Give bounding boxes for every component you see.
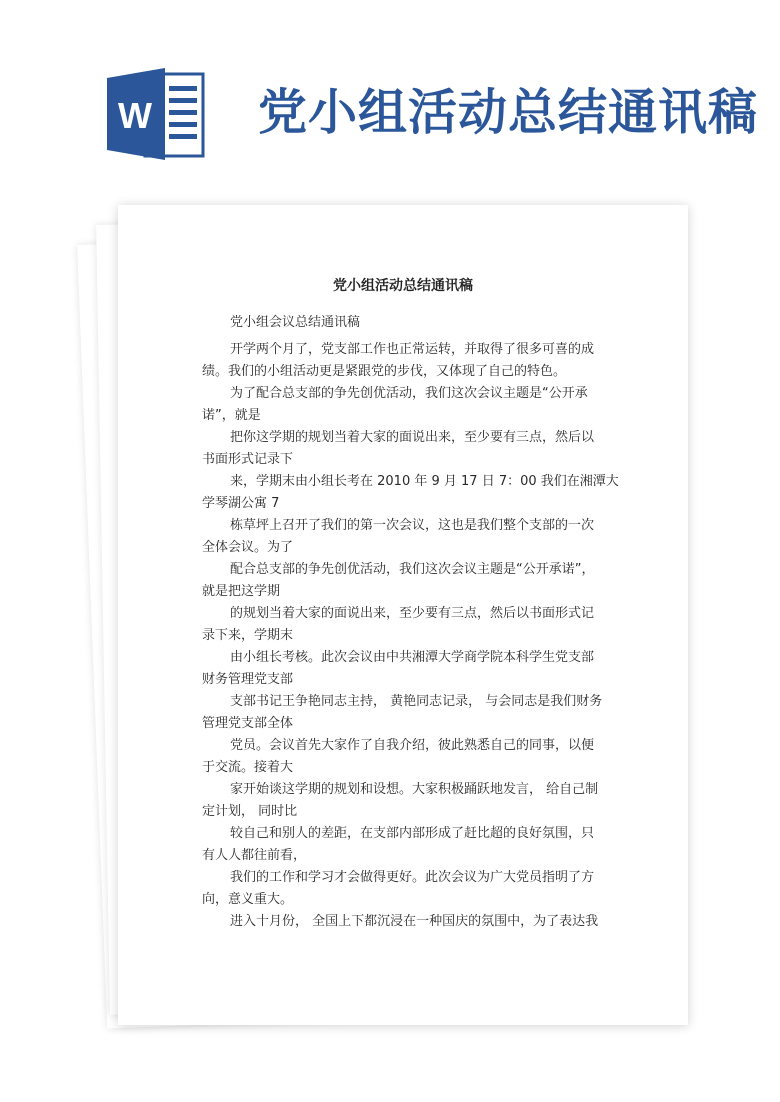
paragraph-line: 我们的工作和学习才会做得更好。此次会议为广大党员指明了方 — [230, 870, 595, 885]
paragraph-line: 家开始谈这学期的规划和设想。大家积极踊跃地发言， 给自己制 — [230, 782, 599, 797]
paragraph-line: 开学两个月了，党支部工作也正常运转，并取得了很多可喜的成 — [230, 342, 595, 357]
paragraph-line: 管理党支部全体 — [202, 716, 294, 731]
paragraph-line: 向，意义重大。 — [202, 892, 294, 907]
document-title: 党小组活动总结通讯稿 — [333, 278, 473, 294]
paragraph-line: 书面形式记录下 — [202, 452, 294, 467]
paragraph-line: 把你这学期的规划当着大家的面说出来，至少要有三点，然后以 — [230, 430, 595, 445]
paragraph-line: 诺”，就是 — [202, 408, 261, 423]
paragraph-line: 的规划当着大家的面说出来，至少要有三点，然后以书面形式记 — [230, 606, 595, 621]
paragraph-line: 由小组长考核。此次会议由中共湘潭大学商学院本科学生党支部 — [230, 650, 595, 665]
paragraph-line: 全体会议。为了 — [202, 540, 294, 555]
header — [0, 0, 780, 200]
document-body — [202, 312, 619, 933]
paragraph-line: 学琴湖公寓 7 — [202, 496, 280, 511]
paragraph-line: 进入十月份， 全国上下都沉浸在一种国庆的氛围中，为了表达我 — [230, 914, 599, 929]
paragraph-line: 财务管理党支部 — [202, 672, 294, 687]
paragraph-line: 绩。我们的小组活动更是紧跟党的步伐，又体现了自己的特色。 — [202, 364, 567, 379]
paragraph-line: 来，学期末由小组长考在 2010 年 9 月 17 日 7：00 我们在湘潭大 — [230, 474, 619, 489]
document-page — [118, 205, 688, 1025]
paragraph-line: 配合总支部的争先创优活动，我们这次会议主题是“公开承诺”， — [230, 562, 595, 577]
paragraph-line: 党员。会议首先大家作了自我介绍，彼此熟悉自己的同事，以便 — [230, 738, 595, 753]
paragraph-line: 栋草坪上召开了我们的第一次会议，这也是我们整个支部的一次 — [230, 518, 595, 533]
paragraph-line: 录下来，学期末 — [202, 628, 294, 643]
paragraph-line: 较自己和别人的差距，在支部内部形成了赶比超的良好氛围，只 — [230, 826, 595, 841]
paragraph-line: 为了配合总支部的争先创优活动，我们这次会议主题是“公开承 — [230, 386, 588, 401]
paragraph-line: 党小组会议总结通讯稿 — [230, 315, 361, 330]
paragraph-line: 支部书记王争艳同志主持， 黄艳同志记录， 与会同志是我们财务 — [230, 694, 603, 709]
word-document-icon — [107, 68, 207, 160]
paragraph-line: 于交流。接着大 — [202, 760, 294, 775]
paragraph-line: 定计划， 同时比 — [202, 804, 298, 819]
page-title: 党小组活动总结通讯稿 — [258, 84, 759, 141]
paragraph-line: 有人人都往前看， — [202, 848, 307, 863]
word-icon-letter: W — [118, 95, 152, 136]
paragraph-line: 就是把这学期 — [202, 584, 281, 599]
